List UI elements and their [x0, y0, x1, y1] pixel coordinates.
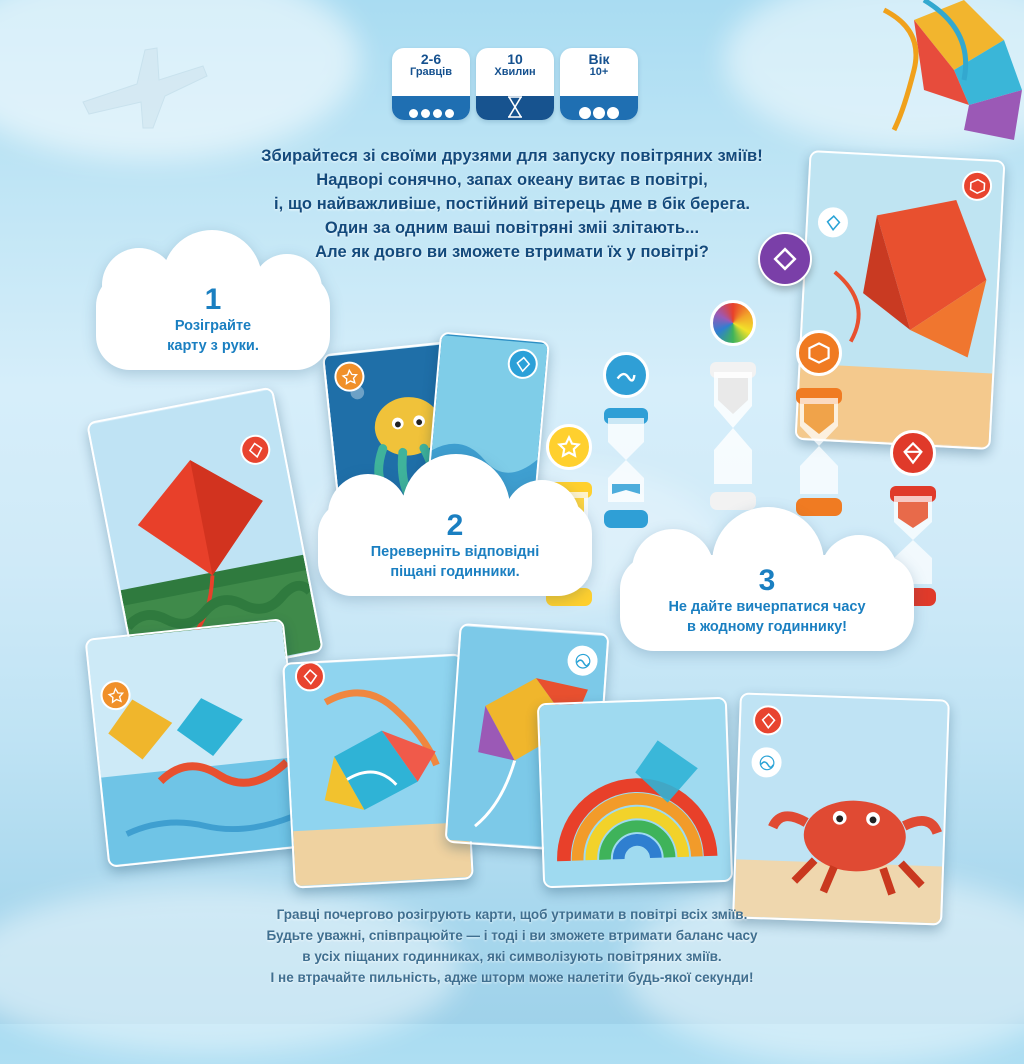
- players-badge-label: Гравців: [410, 66, 452, 78]
- players-badge-value: 2-6: [420, 51, 442, 67]
- age-badge-label: 10+: [589, 66, 609, 78]
- age-icon: [560, 107, 638, 119]
- hourglass-yellow-disc: [546, 424, 592, 470]
- outro-line-2: Будьте уважні, співпрацюйте — і тоді і ви зможете втримати баланс часу: [266, 928, 758, 943]
- card-kites-water[interactable]: [85, 618, 308, 868]
- step-1-line-2: карту з руки.: [167, 338, 259, 354]
- step-cloud-3: [620, 555, 914, 651]
- hourglass-white-disc: [710, 300, 756, 346]
- outro-line-4: І не втрачайте пильність, адже шторм може налетіти будь-якої секунди!: [270, 970, 754, 985]
- hourglass-blue-disc: [603, 352, 649, 398]
- hourglass-orange[interactable]: [790, 330, 848, 530]
- intro-line-2: Надворі сонячно, запах океану витає в повітрі,: [316, 171, 708, 189]
- intro-line-4: Один за одним ваші повітряні зміі злітають...: [324, 219, 700, 237]
- age-badge-value: Вік: [588, 51, 610, 67]
- card-rainbow-kite[interactable]: [537, 697, 733, 889]
- step-3-line-2: в жодному годиннику!: [687, 619, 847, 635]
- hourglass-white[interactable]: [702, 300, 764, 525]
- step-cloud-1: [96, 272, 330, 370]
- step-cloud-2: [318, 500, 592, 596]
- time-badge-value: 10: [507, 51, 523, 67]
- step-1-line-1: Розіграйте: [174, 318, 252, 334]
- token-purple[interactable]: [758, 232, 812, 286]
- step-1-number: 1: [204, 283, 222, 316]
- step-2-line-1: Переверніть відповідні: [370, 544, 540, 560]
- card-flamingo-kite[interactable]: [282, 653, 474, 888]
- kite-illustration-top: [764, 0, 1024, 170]
- hourglass-red-disc: [890, 430, 936, 476]
- hourglass-orange-disc: [796, 330, 842, 376]
- outro-line-3: в усіх піщаних годинниках, які символізують повітряних зміїв.: [302, 949, 722, 964]
- intro-line-5: Але як довго ви зможете втримати їх у повітрі?: [315, 243, 709, 261]
- step-3-line-1: Не дайте вичерпатися часу: [668, 599, 866, 615]
- time-badge-label: Хвилин: [494, 66, 536, 78]
- players-icon: [392, 109, 470, 118]
- info-badges: [392, 48, 638, 120]
- hourglass-icon: [505, 96, 525, 118]
- age-badge: [560, 48, 638, 120]
- step-3-number: 3: [758, 564, 776, 597]
- step-2-line-2: піщані годинники.: [390, 564, 520, 580]
- time-badge: [476, 48, 554, 120]
- outro-line-1: Гравці почергово розігрують карти, щоб утримати в повітрі всіх зміїв.: [276, 907, 748, 922]
- players-badge: [392, 48, 470, 120]
- step-2-number: 2: [446, 509, 464, 542]
- outro-text: [0, 904, 1024, 988]
- hourglass-blue[interactable]: [598, 352, 654, 542]
- intro-line-3: і, що найважливіше, постійний вітерець дме в бік берега.: [273, 195, 751, 213]
- airplane-icon: [75, 30, 215, 140]
- intro-line-1: Збирайтеся зі своїми друзями для запуску повітряних зміїв!: [261, 147, 763, 165]
- card-crab[interactable]: [732, 692, 950, 925]
